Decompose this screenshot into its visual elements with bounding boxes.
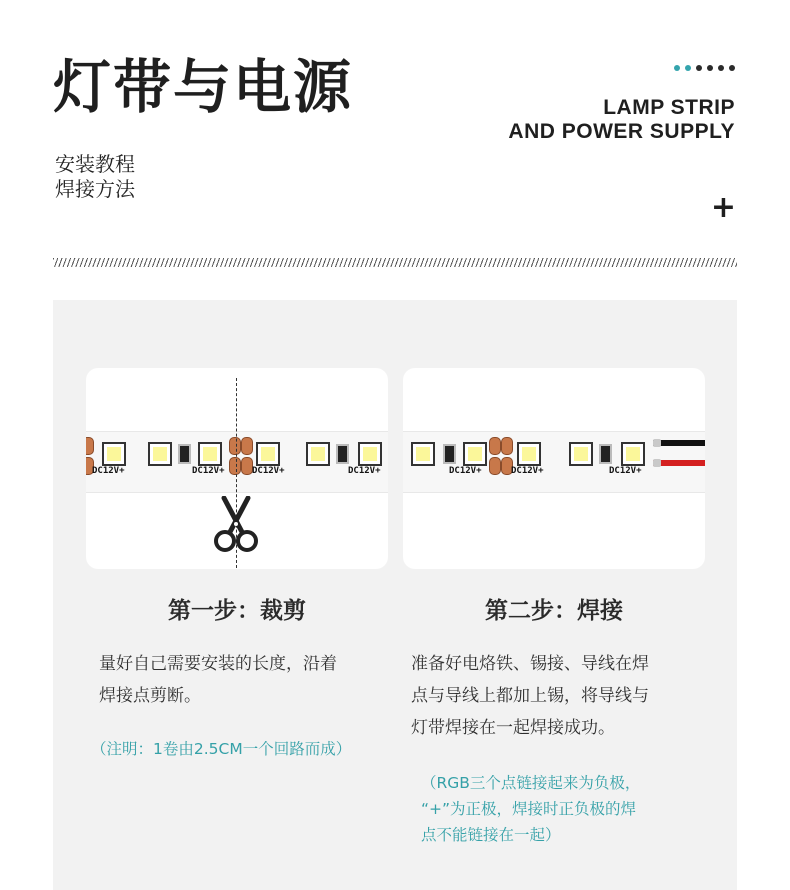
content-panel xyxy=(53,300,737,890)
hatched-divider xyxy=(53,258,737,267)
subtitle-line: 焊接方法 xyxy=(55,177,135,201)
step1-description xyxy=(99,648,337,712)
step1-title: 第一步：裁剪 xyxy=(168,598,306,624)
solder-joint xyxy=(653,459,661,467)
page-title-cn: 灯带与电源 xyxy=(53,53,354,121)
description-line: 量好自己需要安装的长度，沿着 xyxy=(99,654,337,674)
led-chip xyxy=(621,442,645,466)
led-chip xyxy=(411,442,435,466)
dot-icon xyxy=(685,65,691,71)
strip-solder-image xyxy=(403,368,705,569)
led-chip xyxy=(517,442,541,466)
led-strip xyxy=(86,431,388,493)
solder-pad xyxy=(501,437,513,455)
resistor-chip xyxy=(336,444,349,464)
strip-cut-image xyxy=(86,368,388,569)
step1-note xyxy=(91,736,351,762)
solder-pad xyxy=(241,437,253,455)
resistor-chip xyxy=(599,444,612,464)
dot-icon xyxy=(674,65,680,71)
voltage-label: DC12V+ xyxy=(252,466,285,476)
voltage-label: DC12V+ xyxy=(609,466,642,476)
led-chip xyxy=(256,442,280,466)
led-chip xyxy=(148,442,172,466)
voltage-label: DC12V+ xyxy=(449,466,482,476)
solder-pad xyxy=(229,457,241,475)
note-line: （RGB三个点链接起来为负极， xyxy=(421,774,641,792)
dot-icon xyxy=(718,65,724,71)
solder-pad xyxy=(86,437,94,455)
led-chip xyxy=(358,442,382,466)
solder-pad xyxy=(489,457,501,475)
scissors-icon xyxy=(210,496,262,554)
description-line: 点与导线上都加上锡，将导线与 xyxy=(411,686,649,706)
subtitle xyxy=(55,152,135,202)
plus-icon: + xyxy=(710,190,736,225)
dot-icon xyxy=(707,65,713,71)
description-line: 灯带焊接在一起焊接成功。 xyxy=(411,718,615,738)
title-en-line: LAMP STRIP xyxy=(603,96,735,119)
page-title-en xyxy=(508,96,735,144)
title-en-line: AND POWER SUPPLY xyxy=(508,120,735,143)
decorative-dots xyxy=(674,65,735,71)
voltage-label: DC12V+ xyxy=(92,466,125,476)
solder-pad xyxy=(489,437,501,455)
resistor-chip xyxy=(443,444,456,464)
led-chip xyxy=(102,442,126,466)
subtitle-line: 安装教程 xyxy=(55,152,135,176)
voltage-label: DC12V+ xyxy=(192,466,225,476)
power-wires xyxy=(653,436,705,470)
led-chip xyxy=(306,442,330,466)
resistor-chip xyxy=(178,444,191,464)
dot-icon xyxy=(729,65,735,71)
voltage-label: DC12V+ xyxy=(511,466,544,476)
led-chip xyxy=(463,442,487,466)
led-chip xyxy=(198,442,222,466)
dot-icon xyxy=(696,65,702,71)
note-line: 点不能链接在一起） xyxy=(421,826,561,844)
solder-pad xyxy=(229,437,241,455)
note-line: （注明：1卷由2.5CM一个回路而成） xyxy=(91,740,352,758)
description-line: 焊接点剪断。 xyxy=(99,686,201,706)
note-line: “+”为正极，焊接时正负极的焊 xyxy=(421,800,637,818)
step2-description xyxy=(411,648,649,744)
voltage-label: DC12V+ xyxy=(348,466,381,476)
step2-note xyxy=(421,770,640,848)
description-line: 准备好电烙铁、锡接、导线在焊 xyxy=(411,654,649,674)
solder-joint xyxy=(653,439,661,447)
step2-title: 第二步：焊接 xyxy=(485,598,623,624)
led-chip xyxy=(569,442,593,466)
